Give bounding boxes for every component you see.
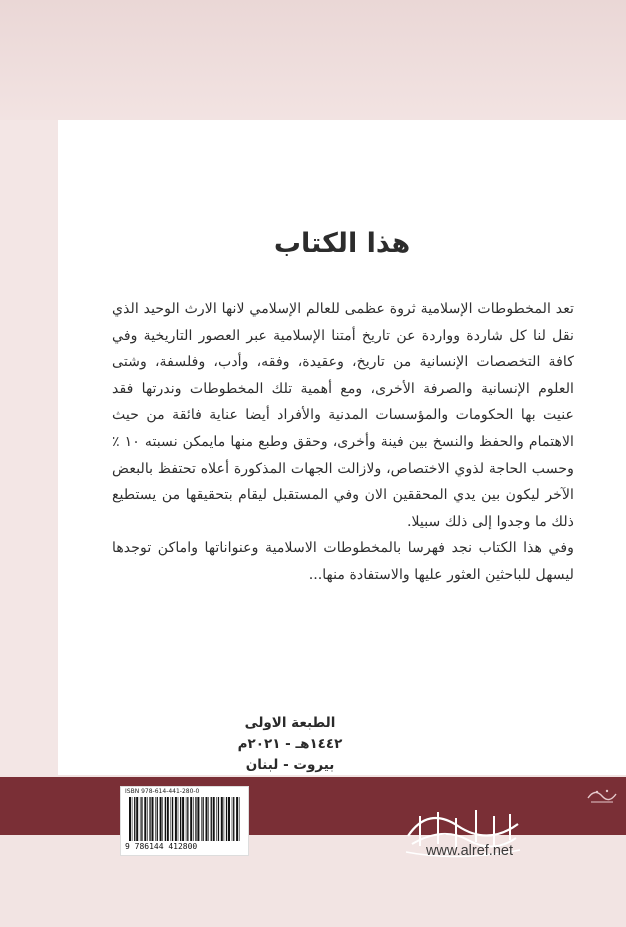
description-paragraph-1: تعد المخطوطات الإسلامية ثروة عظمى للعالم الإسلامي لانها الارث الوحيد الذي نقل لنا كل شاردة وواردة عن تاريخ أمتنا الإسلامية عبر العصور التاريخية وفي كافة التخصصات الإنسانية من تاريخ، وعقيدة، وفقه، وأدب، وفلسفة، وشتى العلوم الإنسانية والصرفة الأخرى، ومع أهمية تلك المخطوطات وندرتها فقد عنيت بها الحكومات والمؤسسات المدنية والأفراد أيضا عناية فائقة من حيث الاهتمام والحفظ والنسخ بين فينة وأخرى، وحقق وطبع منها مايمكن نسبته ١٠ ٪ وحسب الحاجة لذوي الاختصاص، ولازالت الجهات المذكورة أعلاه تحتفظ بالبعض الآخر ليكون بين يدي المحققين الان وفي المستقبل ليقام بتحقيقها من يستطيع ذلك ما وجدوا إلى ذلك سبيلا. — [112, 301, 574, 530]
isbn-digits: 9 786144 412800 — [125, 842, 198, 851]
barcode-icon — [129, 797, 241, 841]
description-paragraph-2: وفي هذا الكتاب نجد فهرسا بالمخطوطات الاسلامية وعنواناتها واماكن توجدها ليسهل للباحثين العثور عليها والاستفادة منها... — [112, 540, 574, 583]
book-description — [112, 296, 574, 589]
isbn-barcode — [120, 786, 249, 856]
ornament-icon — [585, 784, 619, 806]
top-pink-band — [0, 0, 626, 120]
edition-label: الطبعة الاولى — [244, 715, 336, 731]
edition-info — [190, 713, 390, 776]
maroon-footer-bar — [0, 777, 626, 835]
page-title: هذا الكتاب — [273, 228, 411, 259]
edition-year: ١٤٤٢هـ - ٢٠٢١م — [237, 736, 343, 752]
publisher-website: www.alref.net — [425, 843, 513, 859]
edition-place: بيروت - لبنان — [245, 757, 335, 773]
isbn-label: ISBN 978-614-441-280-0 — [125, 788, 200, 795]
